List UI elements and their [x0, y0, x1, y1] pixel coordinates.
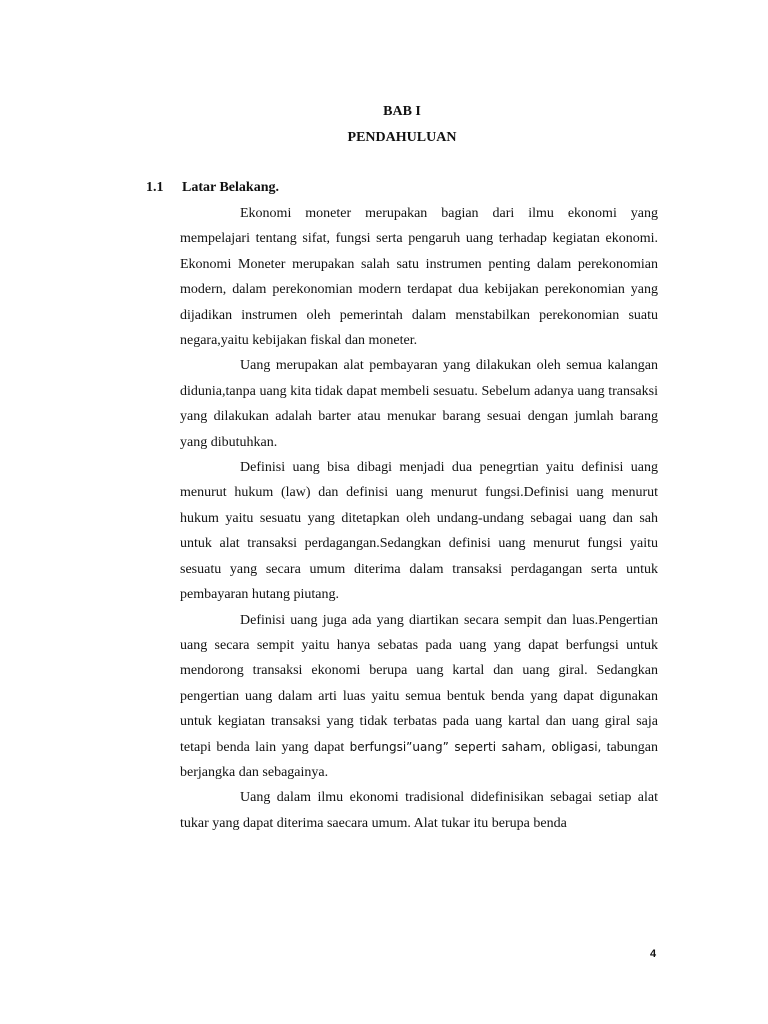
paragraph-4-part-1: Definisi uang juga ada yang diartikan secara sempit dan luas.Pengertian uang secara sempit yaitu hanya sebatas pada uang yang dapat berfungsi untuk mendorong transaksi ekonomi berupa uang kartal dan uang giral. Sedangkan pengertian uang dalam arti luas yaitu semua bentuk benda yang dapat digunakan untuk kegiatan transaksi yang tidak terbatas pada uang kartal dan uang giral saja tetapi benda lain yang dapat: [180, 612, 658, 755]
section-title: Latar Belakang.: [182, 180, 279, 195]
paragraph-3: Definisi uang bisa dibagi menjadi dua penegrtian yaitu definisi uang menurut hukum (law) dan definisi uang menurut fungsi.Definisi uang menurut hukum yaitu sesuatu yang ditetapkan oleh undang-undang sebagai uang dan sah untuk alat transaksi perdagangan.Sedangkan definisi uang menurut fungsi yaitu sesuatu yang secara umum diterima dalam transaksi perdagangan serta untuk pembayaran hutang piutang.: [180, 460, 658, 603]
paragraph-2: Uang merupakan alat pembayaran yang dilakukan oleh semua kalangan didunia,tanpa uang kita tidak dapat membeli sesuatu. Sebelum adanya uang transaksi yang dilakukan adalah barter atau menukar barang sesuai dengan jumlah barang yang dibutuhkan.: [180, 358, 658, 450]
paragraph-5: Uang dalam ilmu ekonomi tradisional didefinisikan sebagai setiap alat tukar yang dapat diterima saecara umum. Alat tukar itu berupa benda: [180, 790, 658, 831]
paragraph-1: Ekonomi moneter merupakan bagian dari ilmu ekonomi yang mempelajari tentang sifat, fungsi serta pengaruh uang terhadap kegiatan ekonomi. Ekonomi Moneter merupakan salah satu instrumen penting dalam perekonomian modern, dalam perekonomian modern terdapat dua kebijakan perekonomian yang dijadikan instrumen oleh pemerintah dalam menstabilkan perekonomian suatu negara,yaitu kebijakan fiskal dan moneter.: [180, 206, 658, 349]
paragraph-4: [180, 608, 658, 786]
section-number: 1.1: [146, 180, 164, 195]
paragraph-4-part-2: berfungsi”uang” seperti saham, obligasi,: [349, 739, 602, 754]
paragraph-4-part-3: tabungan berjangka dan sebagainya.: [180, 739, 658, 780]
chapter-number: BAB I: [383, 104, 421, 119]
chapter-title: PENDAHULUAN: [347, 130, 457, 145]
page-number: 4: [650, 948, 657, 960]
body-text: [180, 201, 658, 836]
